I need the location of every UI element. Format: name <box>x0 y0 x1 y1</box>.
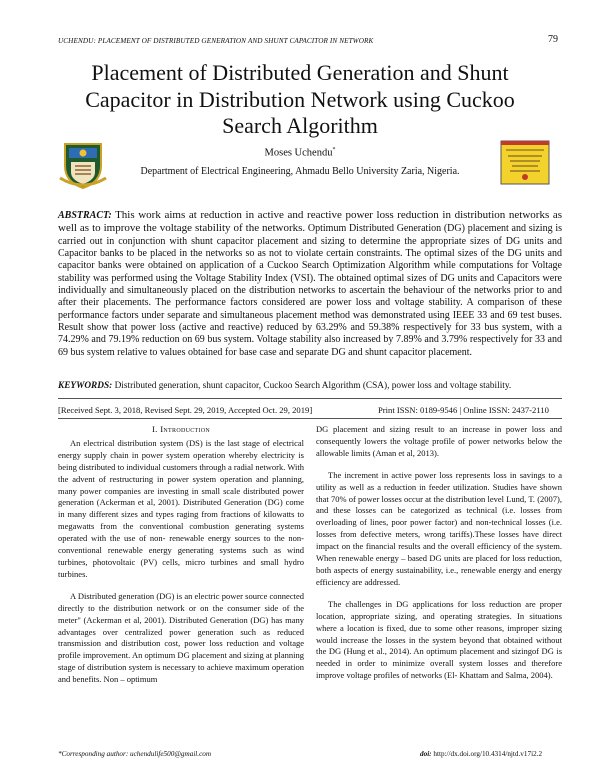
author-name <box>200 147 400 159</box>
section-number: I. <box>151 424 158 434</box>
university-crest-logo <box>57 138 109 190</box>
paragraph: An electrical distribution system (DS) is the last stage of electrical energy supply chain in power system operation whereby electricity is being distributed to individual customers through a radial network. With the advent of restructuring in power system operation and planning, many power companies are investing in small scale distributed power generation (Ackerman et al, 2001). Distributed Generation (DG) come in many different sizes and types raging from fractions of kilowatts to megawatts from the conventional combustion generating systems operated with the use of non- renewable energy sources to the non-conventional renewable energy generating systems such as wind turbines, photovoltaic (PV) cells, micro turbines and small hydro turbines. <box>58 437 304 579</box>
journal-logo <box>500 140 550 185</box>
paragraph: The challenges in DG applications for loss reduction are proper location, appropriate sizing, and operating strategies. In situations where a location is fixed, due to some other reasons, improper sizing would increase the losses in the system beyond that obtained without the DG (Hung et al., 2014). An optimum placement and sizingof DG is needed in order to minimize overall system losses and therefore improve voltage profiles of networks (El- Khattam and Salma, 2004). <box>316 598 562 681</box>
keywords-text: Distributed generation, shunt capacitor, Cuckoo Search Algorithm (CSA), power loss and voltage stability. <box>114 381 512 391</box>
keywords-label: KEYWORDS: <box>58 381 113 391</box>
author-name-text: Moses Uchendu <box>264 147 333 159</box>
paragraph: A Distributed generation (DG) is an electric power source connected directly to the distribution network or on the consumer side of the meter" (Ackerman et al, 2001). Distributed Generation (DG) has many advantages over centralized power generation such as reduced transmission and distribution cost, power loss reduction and voltage profile improvement. An optimum DG placement and sizing at planning stage of distribution system is necessary to achieve maximum operation and benefits. Non – optimum <box>58 590 304 685</box>
doi <box>420 750 542 758</box>
divider-top <box>58 398 562 399</box>
issn-info: Print ISSN: 0189-9546 | Online ISSN: 2437-2110 <box>378 405 549 415</box>
doi-link[interactable]: http://dx.doi.org/10.4314/njtd.v17i2.2 <box>433 750 543 758</box>
keywords <box>58 381 562 391</box>
doi-label: doi: <box>420 750 432 758</box>
corresponding-mark: * <box>332 147 336 153</box>
corresponding-author-note: *Corresponding author: uchendulife500@gmail.com <box>58 750 212 758</box>
abstract-label: ABSTRACT: <box>58 210 112 221</box>
author-affiliation: Department of Electrical Engineering, Ahmadu Bello University Zaria, Nigeria. <box>140 166 460 177</box>
abstract-lead: This work aims at reduction in active and reactive power loss reduction in distribution networks as well as to improve the voltage stability of the networks. <box>58 209 562 235</box>
body-column-left <box>58 424 304 696</box>
section-heading <box>58 424 304 436</box>
running-head: UCHENDU: PLACEMENT OF DISTRIBUTED GENERATION AND SHUNT CAPACITOR IN NETWORK <box>58 37 374 45</box>
abstract <box>58 209 562 359</box>
submission-dates: [Received Sept. 3, 2018, Revised Sept. 29, 2019, Accepted Oct. 29, 2019] <box>58 405 313 415</box>
abstract-body: Optimum Distributed Generation (DG) placement and sizing is carried out in conjunction with shunt capacitor placement and sizing to determine the appropriate sizes of DG units and Capacitor banks to be placed in the networks so as not to violate certain constraints. The optimal sizes of the DG units and capacitor banks were obtained on application of a Cuckoo Search Optimization Algorithm while computations for Voltage stability was performed using the Voltage Stability Index (VSI). The obtained optimal sizes of DG units and Capacitors were individually and simultaneously placed on the distribution networks to ascertain the behaviour of the networks prior to and after their placements. The performance factors considered are power loss and voltage stability. A comparison of these performance factors under separate and simultaneous placement method was demonstrated using IEEE 33 and 69 test buses. Result show that power loss (active and reactive) reduced by 63.29% and 59.38% respectively for 33 bus system, with a 74.29% and 79.19% reduction on 69 bus system. Voltage stability also increased by 7.89% and 3.79% respectively for 33 and 69 bus system relative to values obtained for base case and separate DG and shunt capacitor placement. <box>58 223 562 358</box>
paragraph: DG placement and sizing result to an increase in power loss and consequently lowers the voltage profile of power networks below the allowable limits (Aman et al, 2013). <box>316 424 562 458</box>
divider-bottom <box>58 418 562 419</box>
page-number: 79 <box>548 34 558 45</box>
paper-title: Placement of Distributed Generation and Shunt Capacitor in Distribution Network using Cuckoo Search Algorithm <box>85 60 515 138</box>
section-title: Introduction <box>160 424 211 434</box>
body-column-right <box>316 424 562 692</box>
paragraph: The increment in active power loss represents loss in savings to a utility as well as a reduction in feeder utilization. Studies have shown that 70% of power losses occur at the distribution level Lund, T. (2007), and these losses can be categorized as technical (i.e. losses from overloading of lines, poor power factor) and non-technical losses (i.e. losses from defective meters, wrong tariffs).These losses have direct impact on the financial results and the overall efficiency of the system. When renewable energy – based DG units are placed for loss reduction, both aspects of energy sustainability, i.e., renewable energy and energy efficiency are addressed. <box>316 469 562 587</box>
